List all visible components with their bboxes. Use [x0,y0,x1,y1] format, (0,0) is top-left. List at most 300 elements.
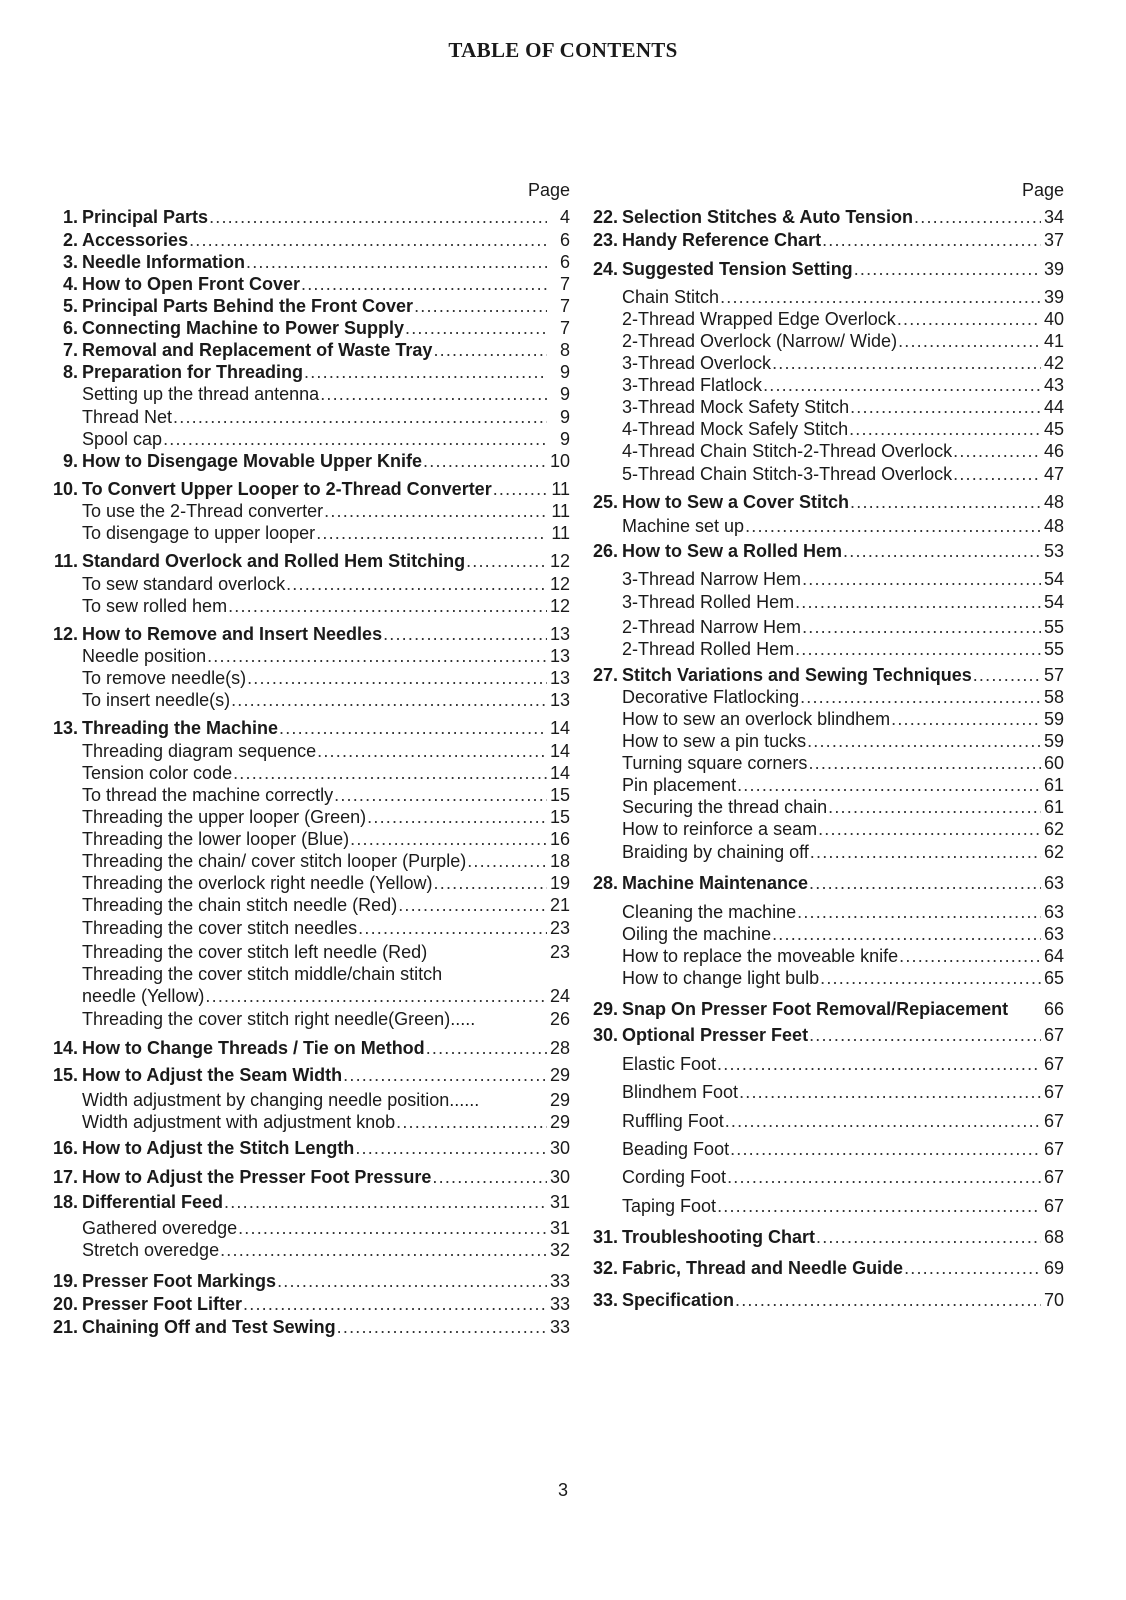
toc-entry-page: 59 [1043,731,1064,751]
toc-entry [44,690,570,712]
toc-entry [584,842,1064,864]
dot-leader [238,1218,547,1239]
dot-leader [820,968,1041,989]
toc-entry [584,375,1064,397]
dot-leader [818,819,1041,840]
dot-leader [802,617,1041,638]
toc-entry-page: 63 [1043,924,1064,944]
toc-entry [584,946,1064,968]
toc-entry [584,309,1064,331]
dot-leader [914,207,1041,228]
toc-entry [584,1082,1064,1104]
toc-entry-page: 30 [549,1138,570,1158]
toc-entry [44,523,570,545]
dot-leader [822,230,1041,251]
dot-leader [720,287,1041,308]
dot-leader [763,375,1041,396]
toc-entry-page: 62 [1043,842,1064,862]
toc-entry-number: 9. [62,451,78,471]
dot-leader [953,464,1041,485]
dot-leader [304,362,547,383]
dot-leader [849,419,1041,440]
toc-entry [44,763,570,785]
toc-entry-title: Spool cap [82,429,163,449]
dot-leader [953,441,1041,462]
dot-leader [973,665,1041,686]
dot-leader [324,501,547,522]
dot-leader [228,596,547,617]
dot-leader [727,1167,1041,1188]
toc-entry [44,1138,570,1160]
dot-leader [398,895,547,916]
toc-entry-number: 8. [62,362,78,382]
toc-entry-page: 24 [549,986,570,1006]
toc-entry [584,230,1064,252]
toc-entry-page: 42 [1043,353,1064,373]
toc-entry-title: How to Sew a Rolled Hem [622,541,843,561]
toc-entry [584,419,1064,441]
toc-entry [44,986,570,1008]
toc-entry-title: Elastic Foot [622,1054,717,1074]
toc-entry-number: 6. [62,318,78,338]
toc-entry [44,1038,570,1060]
toc-entry-page: 48 [1043,516,1064,536]
toc-entry [44,596,570,618]
toc-entry [584,775,1064,797]
dot-leader [355,1138,547,1159]
toc-entry-title: Width adjustment by changing needle position...... [82,1090,480,1110]
toc-entry-title: How to sew a pin tucks [622,731,807,751]
toc-entry [584,819,1064,841]
toc-entry-title: Oiling the machine [622,924,772,944]
toc-entry-number: 19. [52,1271,78,1291]
toc-entry [584,1290,1064,1312]
toc-entry-title: Cording Foot [622,1167,727,1187]
dot-leader [809,1025,1041,1046]
toc-entry-title: Threading the chain/ cover stitch looper (Purple) [82,851,467,871]
toc-entry [44,451,570,473]
toc-entry-page: 19 [549,873,570,893]
toc-entry-page: 28 [549,1038,570,1058]
dot-leader [337,1317,547,1338]
toc-entry-page: 39 [1043,287,1064,307]
dot-leader [426,1038,547,1059]
dot-leader [807,731,1041,752]
dot-leader [233,763,547,784]
toc-entry-number: 1. [62,207,78,227]
toc-entry-title: Threading the cover stitch left needle (Red) [82,942,428,962]
toc-entry [44,741,570,763]
toc-entry-page: 33 [549,1294,570,1314]
toc-entry-page: 34 [1043,207,1064,227]
toc-entry [44,851,570,873]
dot-leader [904,1258,1041,1279]
toc-entry-page: 37 [1043,230,1064,250]
toc-entry-title: Machine set up [622,516,745,536]
toc-entry-number: 27. [592,665,618,685]
toc-entry-title: Handy Reference Chart [622,230,822,250]
toc-entry [44,807,570,829]
page-column-heading: Page [527,180,570,200]
dot-leader [810,842,1041,863]
toc-entry [584,639,1064,661]
toc-entry-number: 10. [52,479,78,499]
toc-entry [584,516,1064,538]
dot-leader [745,516,1041,537]
toc-entry-page: 14 [549,718,570,738]
toc-entry-page: 43 [1043,375,1064,395]
toc-entry-number: 32. [592,1258,618,1278]
toc-entry-title: Stitch Variations and Sewing Techniques [622,665,972,685]
toc-entry-page: 18 [549,851,570,871]
toc-entry-title: needle (Yellow) [82,986,205,1006]
toc-entry-title: Machine Maintenance [622,873,809,893]
toc-entry-title: To thread the machine correctly [82,785,334,805]
toc-entry-page: 57 [1043,665,1064,685]
dot-leader [802,569,1041,590]
toc-entry-page: 58 [1043,687,1064,707]
document-title: TABLE OF CONTENTS [448,38,678,62]
dot-leader [220,1240,547,1261]
toc-entry [44,873,570,895]
dot-leader [224,1192,547,1213]
toc-entry-number: 23. [592,230,618,250]
toc-entry [44,362,570,384]
toc-entry-title: Selection Stitches & Auto Tension [622,207,914,227]
dot-leader [358,918,547,939]
dot-leader [317,741,547,762]
toc-entry-title: To Convert Upper Looper to 2-Thread Converter [82,479,492,499]
toc-entry-number: 14. [52,1038,78,1058]
toc-entry-title: Removal and Replacement of Waste Tray [82,340,433,360]
toc-entry-title: To sew standard overlock [82,574,286,594]
toc-entry-title: Cleaning the machine [622,902,797,922]
toc-entry-title: Threading the cover stitch middle/chain stitch [82,964,443,984]
toc-entry-title: Optional Presser Feet [622,1025,809,1045]
toc-entry-page: 59 [1043,709,1064,729]
dot-leader [730,1139,1041,1160]
toc-entry-title: How to sew an overlock blindhem [622,709,891,729]
toc-entry-number: 4. [62,274,78,294]
toc-entry [584,709,1064,731]
toc-entry-page: 29 [549,1112,570,1132]
toc-entry [44,252,570,274]
dot-leader [795,592,1041,613]
toc-entry [584,999,1064,1021]
toc-entry [44,1090,570,1112]
toc-entry [44,1271,570,1293]
toc-entry-page: 53 [1043,541,1064,561]
dot-leader [301,274,547,295]
toc-entry-title: How to change light bulb [622,968,820,988]
toc-entry-page: 7 [559,274,570,294]
toc-entry-title: Blindhem Foot [622,1082,739,1102]
toc-entry-title: 2-Thread Narrow Hem [622,617,802,637]
toc-entry-number: 31. [592,1227,618,1247]
toc-entry-number: 33. [592,1290,618,1310]
toc-entry [584,1258,1064,1280]
toc-entry-page: 55 [1043,617,1064,637]
toc-entry-title: Preparation for Threading [82,362,304,382]
toc-entry-page: 11 [551,501,570,521]
dot-leader [383,624,547,645]
toc-entry-page: 32 [549,1240,570,1260]
toc-entry-page: 63 [1043,902,1064,922]
toc-entry-title: Braiding by chaining off [622,842,809,862]
toc-entry-title: Threading the Machine [82,718,279,738]
toc-entry [584,873,1064,895]
toc-entry [584,353,1064,375]
dot-leader [209,207,547,228]
toc-entry-title: Fabric, Thread and Needle Guide [622,1258,904,1278]
toc-entry-title: How to replace the moveable knife [622,946,899,966]
toc-entry-page: 67 [1043,1111,1064,1131]
dot-leader [772,353,1041,374]
toc-entry-title: Snap On Presser Foot Removal/Repiacement [622,999,1009,1019]
toc-entry [44,646,570,668]
toc-entry-number: 11. [53,551,78,571]
toc-entry [584,492,1064,514]
dot-leader [843,541,1041,562]
dot-leader [205,986,547,1007]
dot-leader [433,340,547,361]
toc-entry-title: Connecting Machine to Power Supply [82,318,405,338]
toc-entry-number: 17. [52,1167,78,1187]
toc-entry-page: 62 [1043,819,1064,839]
toc-entry-title: 4-Thread Mock Safely Stitch [622,419,849,439]
toc-entry-number: 28. [592,873,618,893]
toc-entry-title: Standard Overlock and Rolled Hem Stitching [82,551,466,571]
toc-entry [44,785,570,807]
toc-entry-page: 33 [549,1271,570,1291]
toc-entry-title: Tension color code [82,763,233,783]
toc-entry [44,1192,570,1214]
dot-leader [367,807,547,828]
toc-entry-page: 67 [1043,1167,1064,1187]
toc-entry-page: 13 [549,624,570,644]
toc-entry-page: 67 [1043,1025,1064,1045]
toc-entry-page: 13 [549,668,570,688]
toc-entry-title: Taping Foot [622,1196,717,1216]
toc-entry-number: 26. [592,541,618,561]
toc-entry-page: 33 [549,1317,570,1337]
toc-entry-title: To remove needle(s) [82,668,247,688]
dot-leader [828,797,1041,818]
dot-leader [809,873,1041,894]
dot-leader [800,687,1041,708]
toc-entry-page: 11 [551,523,570,543]
toc-entry [584,569,1064,591]
toc-entry-page: 47 [1043,464,1064,484]
toc-entry [584,441,1064,463]
toc-entry-page: 16 [549,829,570,849]
toc-entry [44,1240,570,1262]
toc-entry-page: 65 [1043,968,1064,988]
toc-entry [44,340,570,362]
toc-entry-page: 66 [1043,999,1064,1019]
toc-entry-page: 15 [549,807,570,827]
toc-entry-title: Decorative Flatlocking [622,687,800,707]
dot-leader [772,924,1041,945]
toc-entry-page: 7 [559,318,570,338]
toc-entry [44,274,570,296]
toc-entry [44,501,570,523]
toc-entry-page: 9 [559,429,570,449]
toc-entry-title: How to Disengage Movable Upper Knife [82,451,423,471]
toc-entry-page: 68 [1043,1227,1064,1247]
toc-entry-page: 39 [1043,259,1064,279]
dot-leader [423,451,547,472]
toc-entry-title: 2-Thread Wrapped Edge Overlock [622,309,896,329]
toc-entry-page: 10 [549,451,570,471]
toc-entry-title: Threading the overlock right needle (Yellow) [82,873,433,893]
toc-entry-number: 15. [52,1065,78,1085]
toc-entry-title: Thread Net [82,407,173,427]
toc-entry-title: Turning square corners [622,753,808,773]
toc-entry [44,574,570,596]
toc-entry [44,1167,570,1189]
toc-entry [584,592,1064,614]
toc-entry-title: To disengage to upper looper [82,523,316,543]
dot-leader [247,668,547,689]
toc-entry-title: How to Open Front Cover [82,274,300,294]
toc-entry-title: How to reinforce a seam [622,819,818,839]
toc-entry [44,1218,570,1240]
toc-entry-page: 26 [549,1009,570,1029]
dot-leader [432,1167,547,1188]
toc-entry-page: 6 [559,230,570,250]
toc-entry-number: 30. [592,1025,618,1045]
toc-entry-title: Setting up the thread antenna [82,384,320,404]
toc-entry-title: Threading the cover stitch needles [82,918,358,938]
toc-entry-title: Needle position [82,646,207,666]
toc-entry-page: 12 [549,574,570,594]
toc-entry [584,617,1064,639]
toc-entry [584,1167,1064,1189]
toc-entry-page: 14 [549,763,570,783]
dot-leader [797,902,1041,923]
toc-entry [584,287,1064,309]
toc-entry [584,1139,1064,1161]
toc-entry-page: 46 [1043,441,1064,461]
dot-leader [737,775,1041,796]
toc-entry [44,551,570,573]
toc-entry-page: 61 [1043,775,1064,795]
toc-entry-title: Securing the thread chain [622,797,828,817]
toc-entry-title: 3-Thread Overlock [622,353,772,373]
toc-entry-page: 9 [559,407,570,427]
toc-entry-page: 13 [549,646,570,666]
dot-leader [466,551,547,572]
toc-entry-page: 63 [1043,873,1064,893]
toc-entry [584,797,1064,819]
dot-leader [343,1065,547,1086]
toc-entry [44,429,570,451]
dot-leader [207,646,547,667]
toc-entry-title: Chaining Off and Test Sewing [82,1317,336,1337]
toc-entry-title: Accessories [82,230,189,250]
toc-entry-page: 48 [1043,492,1064,512]
toc-entry-page: 69 [1043,1258,1064,1278]
toc-entry-title: To use the 2-Thread converter [82,501,324,521]
dot-leader [279,718,547,739]
toc-entry [44,318,570,340]
dot-leader [854,259,1041,280]
toc-entry-page: 67 [1043,1196,1064,1216]
toc-entry-page: 9 [559,362,570,382]
dot-leader [414,296,547,317]
dot-leader [850,397,1041,418]
toc-entry-page: 7 [559,296,570,316]
dot-leader [897,309,1041,330]
toc-entry [584,464,1064,486]
toc-entry-title: How to Change Threads / Tie on Method [82,1038,425,1058]
toc-entry-title: Gathered overedge [82,1218,238,1238]
toc-entry-number: 25. [592,492,618,512]
toc-entry [44,479,570,501]
toc-entry-title: Differential Feed [82,1192,224,1212]
toc-entry-title: 3-Thread Rolled Hem [622,592,795,612]
toc-entry-page: 70 [1043,1290,1064,1310]
toc-entry-page: 55 [1043,639,1064,659]
toc-entry-title: Troubleshooting Chart [622,1227,815,1247]
toc-entry-page: 9 [559,384,570,404]
toc-entry-title: To sew rolled hem [82,596,228,616]
dot-leader [316,523,547,544]
toc-entry-number: 2. [62,230,78,250]
toc-entry-number: 16. [52,1138,78,1158]
dot-leader [334,785,547,806]
dot-leader [173,407,547,428]
toc-entry [584,397,1064,419]
toc-entry-page: 60 [1043,753,1064,773]
toc-entry-number: 20. [52,1294,78,1314]
toc-entry-title: Chain Stitch [622,287,720,307]
toc-entry-page: 11 [551,479,570,499]
toc-entry-page: 23 [549,942,570,962]
dot-leader [717,1054,1041,1075]
dot-leader [243,1294,547,1315]
toc-entry [44,918,570,940]
toc-entry [44,942,570,964]
toc-entry [44,668,570,690]
dot-leader [493,479,547,500]
toc-entry-title: Presser Foot Lifter [82,1294,243,1314]
toc-entry-number: 18. [52,1192,78,1212]
toc-entry-title: Beading Foot [622,1139,730,1159]
toc-entry [44,384,570,406]
toc-entry-page: 12 [549,551,570,571]
toc-entry-page: 61 [1043,797,1064,817]
toc-entry-title: Presser Foot Markings [82,1271,277,1291]
toc-entry-page: 30 [549,1167,570,1187]
toc-entry [44,718,570,740]
toc-entry-number: 13. [52,718,78,738]
dot-leader [850,492,1041,513]
toc-entry-page: 67 [1043,1082,1064,1102]
dot-leader [231,690,547,711]
toc-entry [44,230,570,252]
toc-entry-title: 4-Thread Chain Stitch-2-Thread Overlock [622,441,953,461]
toc-entry-number: 22. [592,207,618,227]
toc-entry-title: 2-Thread Rolled Hem [622,639,795,659]
toc-entry-page: 44 [1043,397,1064,417]
toc-entry-page: 14 [549,741,570,761]
toc-entry [44,207,570,229]
dot-leader [717,1196,1041,1217]
toc-entry-title: Needle Information [82,252,246,272]
toc-entry-number: 3. [62,252,78,272]
